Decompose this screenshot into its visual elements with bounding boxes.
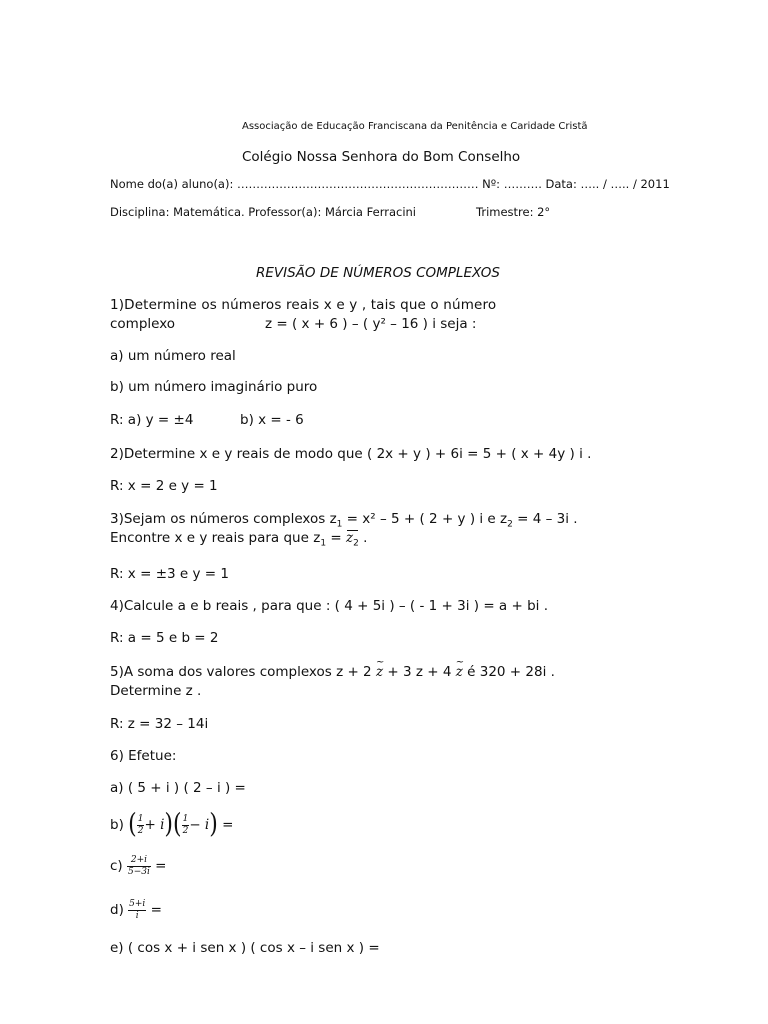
- q1-line2-expression: z = ( x + 6 ) – ( y² – 16 ) i seja :: [265, 316, 477, 332]
- q3-line2-equals: =: [326, 530, 346, 546]
- z2-conjugate: [346, 530, 359, 552]
- q6-item-c-equals: =: [150, 858, 167, 874]
- trimester: Trimestre: 2°: [476, 205, 551, 219]
- fraction-half-2: $\frac{1}{2}$: [182, 813, 189, 836]
- plus-i: + i: [144, 817, 165, 833]
- q2-text: 2)Determine x e y reais de modo que ( 2x + y ) + 6i = 5 + ( x + 4y ) i .: [110, 446, 592, 462]
- minus-i: − i: [189, 817, 210, 833]
- student-info-line: Nome do(a) aluno(a): ……………………………………………………… Nº: ………. Data: ….. / ….. / 2011: [110, 177, 670, 191]
- q6-item-b-equals: =: [217, 817, 234, 833]
- q3-line2-part-a: Encontre x e y reais para que z: [110, 530, 321, 546]
- z-tilde-1: ~ z: [376, 664, 383, 680]
- q6-item-c-label: c): [110, 858, 127, 874]
- q6-item-b-label: b): [110, 817, 129, 833]
- q3-sub-2: 2: [507, 519, 513, 530]
- q3-answer: R: x = ±3 e y = 1: [110, 566, 229, 582]
- q6-text: 6) Efetue:: [110, 748, 177, 764]
- page-title: REVISÃO DE NÚMEROS COMPLEXOS: [256, 265, 500, 281]
- q6-item-d-equals: =: [146, 902, 162, 918]
- fraction-d: $\frac{5+i}{i}$: [129, 898, 146, 921]
- q3-sub-1: 1: [336, 519, 343, 530]
- q2-answer: R: x = 2 e y = 1: [110, 478, 218, 494]
- z-symbol: z: [345, 530, 354, 546]
- discipline-line: Disciplina: Matemática. Professor(a): Márcia Ferracini: [110, 205, 416, 219]
- q6-item-d-label: d): [110, 902, 129, 918]
- q5-answer: R: z = 32 – 14i: [110, 716, 209, 732]
- q5-line2: Determine z .: [110, 683, 202, 699]
- q6-item-c: [110, 852, 166, 880]
- q6-item-a: a) ( 5 + i ) ( 2 – i ) =: [110, 780, 246, 796]
- q1-answer-b: b) x = - 6: [240, 412, 304, 428]
- q3-line2: Encontre x e y reais para que $z_1 = z_2$ .: [110, 530, 367, 552]
- q1-item-a: a) um número real: [110, 348, 236, 364]
- q1-answer-a: R: a) y = ±4: [110, 412, 194, 428]
- q4-answer: R: a = 5 e b = 2: [110, 630, 219, 646]
- q1-line2-label: complexo: [110, 316, 176, 332]
- q1-item-b: b) um número imaginário puro: [110, 379, 318, 395]
- q5-part-a: 5)A soma dos valores complexos z + 2: [110, 664, 376, 680]
- q5-line1: [110, 664, 555, 680]
- q5-part-c: é 320 + 28i .: [462, 664, 555, 680]
- q3-line1-part-b: = x² – 5 + ( 2 + y ) i e z: [342, 511, 508, 527]
- q3-line1-part-a: 3)Sejam os números complexos z: [110, 511, 337, 527]
- q3-sub-2b: 2: [353, 538, 359, 549]
- q3-sub-1b: 1: [320, 538, 327, 549]
- association-header: Associação de Educação Franciscana da Penitência e Caridade Cristã: [242, 121, 588, 132]
- z-tilde-2: ~ z: [456, 664, 463, 680]
- q6-item-e: e) ( cos x + i sen x ) ( cos x – i sen x ) =: [110, 940, 380, 956]
- q6-item-d: [110, 896, 162, 924]
- q4-text: 4)Calcule a e b reais , para que : ( 4 + 5i ) – ( - 1 + 3i ) = a + bi .: [110, 598, 548, 614]
- q3-line1-part-c: = 4 – 3i .: [512, 511, 578, 527]
- q1-line1: 1)Determine os números reais x e y , tais que o número: [110, 297, 497, 313]
- fraction-c: $\frac{2+i}{5-3i}$: [127, 854, 150, 877]
- fraction-half-1: $\frac{1}{2}$: [137, 813, 144, 836]
- school-name: Colégio Nossa Senhora do Bom Conselho: [242, 149, 521, 165]
- q5-part-b: + 3 z + 4: [383, 664, 456, 680]
- q6-item-b: b) ( $\frac{1}{2}$ + i)( $\frac{1}{2}$ − i) =: [110, 808, 234, 840]
